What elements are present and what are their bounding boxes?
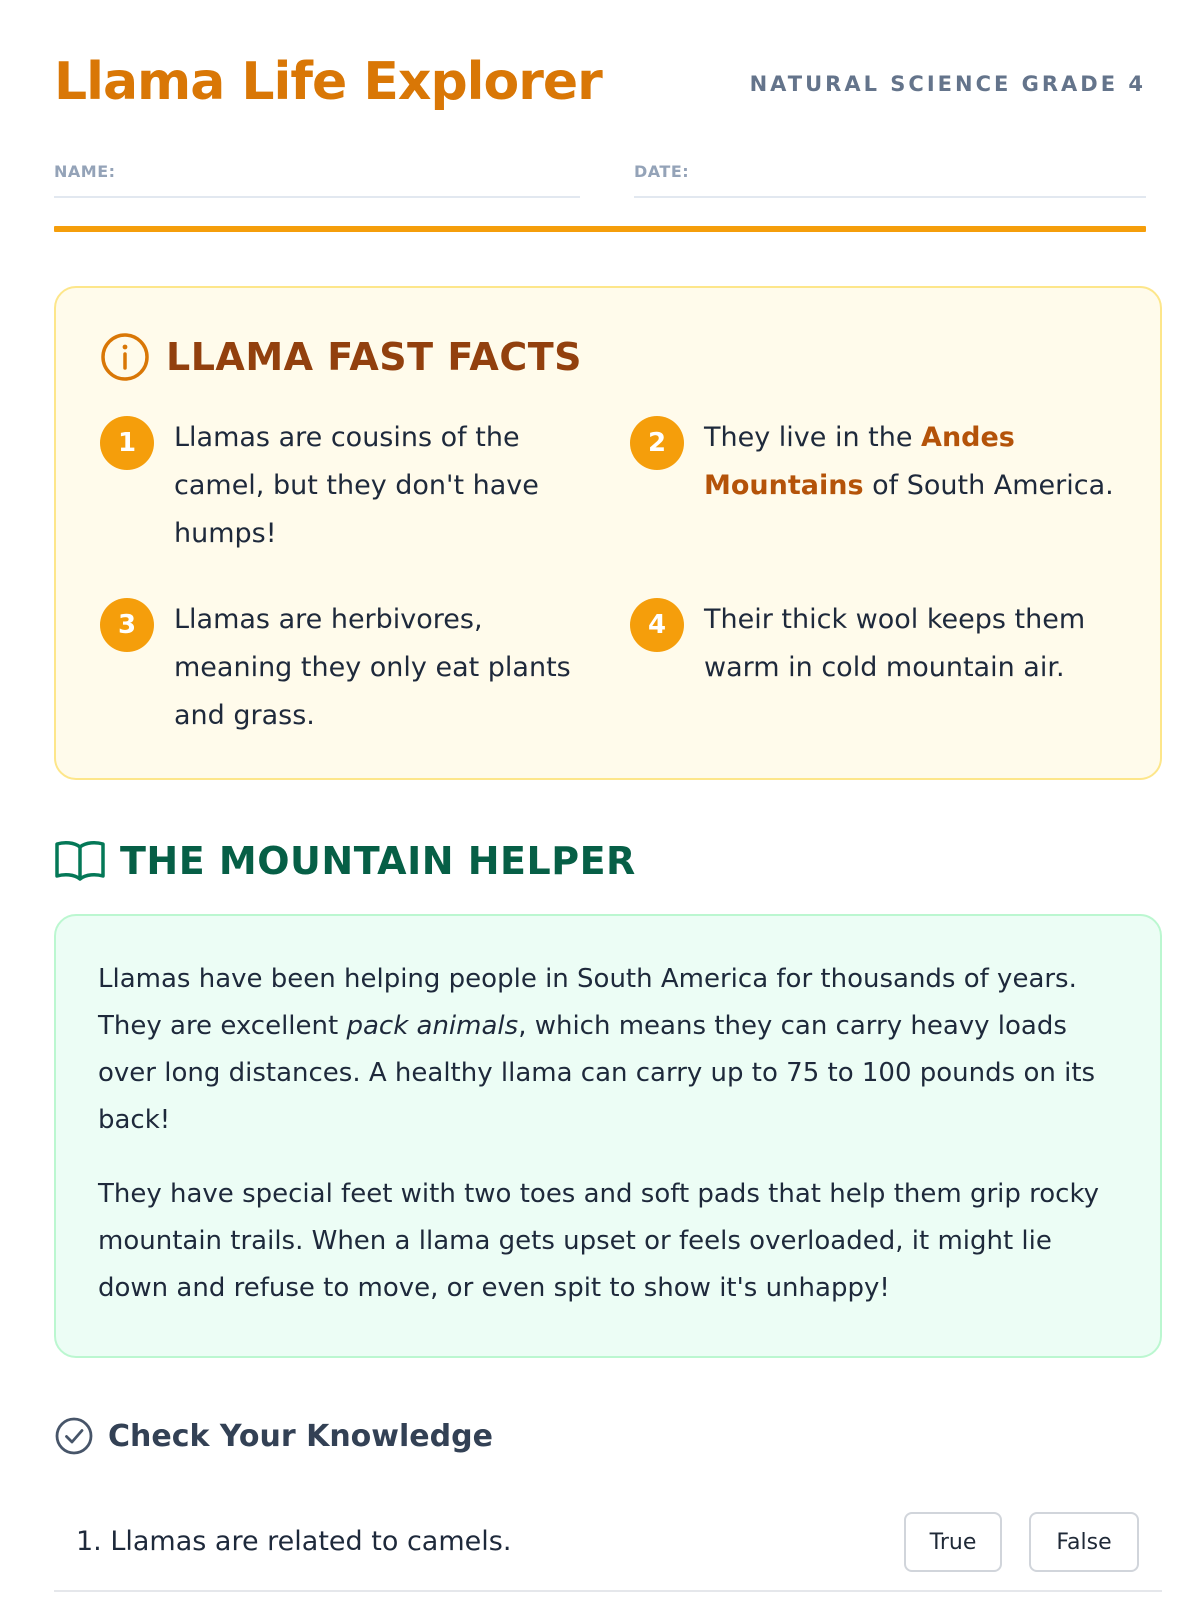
mountain-helper-heading	[54, 838, 636, 884]
fact-text-part: of South America.	[863, 470, 1114, 501]
fast-facts-title: LLAMA FAST FACTS	[166, 335, 582, 379]
fact-number-badge: 1	[100, 416, 154, 470]
fact-text	[704, 414, 1140, 510]
mountain-helper-card	[54, 914, 1162, 1358]
book-icon	[54, 838, 106, 884]
fast-facts-card	[54, 286, 1162, 780]
fact-item	[630, 596, 1140, 692]
fact-highlight: Andes Mountains	[704, 422, 1015, 501]
paragraph-emphasis: pack animals	[346, 1011, 519, 1041]
mountain-helper-title: THE MOUNTAIN HELPER	[120, 839, 636, 883]
question-row	[54, 1500, 1162, 1592]
fact-text: Llamas are herbivores, meaning they only eat plants and grass.	[174, 604, 571, 731]
fact-text-part: They live in the	[704, 422, 922, 453]
knowledge-check-title: Check Your Knowledge	[108, 1418, 493, 1454]
header-divider	[54, 226, 1146, 232]
fact-text: Llamas are cousins of the camel, but they don't have humps!	[174, 422, 539, 549]
fact-text: Their thick wool keeps them warm in cold mountain air.	[704, 604, 1086, 683]
fact-number-badge: 4	[630, 598, 684, 652]
helper-paragraph	[98, 956, 1122, 1144]
worksheet-header	[54, 0, 1146, 232]
fact-item	[630, 414, 1140, 510]
check-circle-icon	[54, 1416, 94, 1456]
info-icon	[100, 332, 150, 382]
name-field[interactable]	[54, 162, 580, 198]
false-button[interactable]: False	[1029, 1512, 1139, 1572]
date-label: DATE:	[634, 162, 690, 181]
knowledge-check-heading	[54, 1416, 493, 1456]
date-field[interactable]	[634, 162, 1146, 198]
fact-number-badge: 3	[100, 598, 154, 652]
paragraph-text: Llamas have been helping people in South America for thousands of years. They are excellent	[98, 964, 1077, 1041]
fact-item	[100, 596, 580, 740]
page-title: Llama Life Explorer	[54, 52, 602, 112]
true-button[interactable]: True	[904, 1512, 1002, 1572]
paragraph-text: , which means they can carry heavy loads over long distances. A healthy llama can carry up to 75 to 100 pounds on its back!	[98, 1011, 1096, 1135]
subject-label: NATURAL SCIENCE GRADE 4	[749, 72, 1146, 96]
name-label: NAME:	[54, 162, 116, 181]
fact-item	[100, 414, 580, 558]
question-text: 1. Llamas are related to camels.	[76, 1526, 512, 1557]
fast-facts-heading	[100, 332, 582, 382]
helper-paragraph: They have special feet with two toes and soft pads that help them grip rocky mountain trails. When a llama gets upset or feels overloaded, it might lie down and refuse to move, or even spit to show it's unhappy!	[98, 1179, 1099, 1303]
fact-number-badge: 2	[630, 416, 684, 470]
